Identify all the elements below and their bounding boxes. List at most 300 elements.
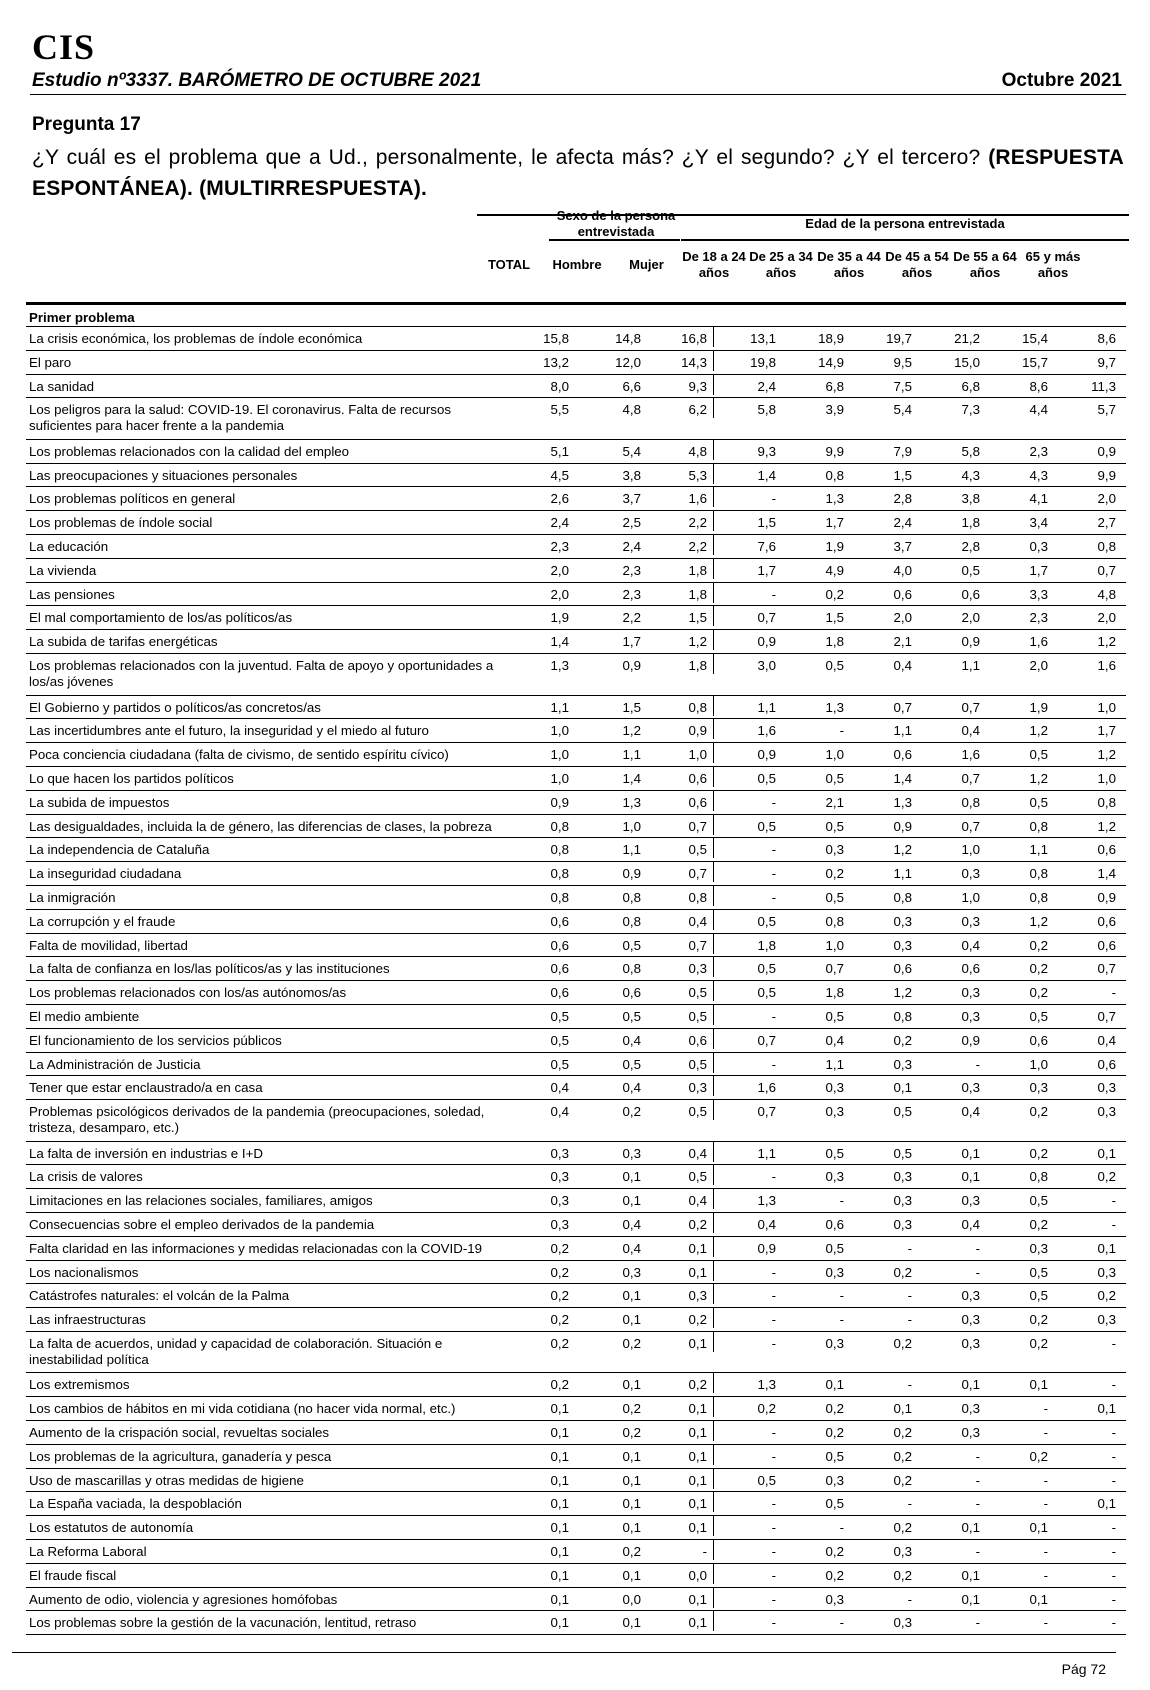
- row-value: 0,8: [550, 866, 569, 882]
- row-value: 0,3: [1097, 1264, 1116, 1280]
- row-value: 0,7: [757, 1104, 776, 1120]
- row-value: -: [1043, 1401, 1048, 1417]
- row-value: 2,0: [1097, 610, 1116, 626]
- row-value: -: [771, 1544, 776, 1560]
- row-value: 0,4: [550, 1104, 569, 1120]
- row-value: -: [771, 491, 776, 507]
- table-row: [26, 1308, 1126, 1332]
- row-label: El funcionamiento de los servicios públicos: [29, 1032, 282, 1048]
- row-value: 0,7: [961, 770, 980, 786]
- row-value: 0,8: [622, 961, 641, 977]
- row-value: 1,0: [1097, 699, 1116, 715]
- row-value: 1,1: [961, 658, 980, 674]
- row-value: 0,9: [961, 1032, 980, 1048]
- row-value: 9,9: [825, 443, 844, 459]
- row-value: 1,1: [757, 1145, 776, 1161]
- row-value: -: [839, 723, 844, 739]
- row-label: El medio ambiente: [29, 1008, 140, 1024]
- table-row: [26, 815, 1126, 839]
- row-value: 0,3: [550, 1193, 569, 1209]
- row-value: 1,2: [622, 723, 641, 739]
- row-value: 0,4: [961, 937, 980, 953]
- row-value: 0,1: [647, 1492, 714, 1512]
- row-value: 0,3: [1097, 1080, 1116, 1096]
- row-value: 1,6: [647, 487, 714, 507]
- row-value: 0,4: [961, 1217, 980, 1232]
- row-value: 0,2: [893, 1425, 912, 1441]
- row-value: 1,9: [825, 539, 844, 555]
- table-row: [26, 1076, 1126, 1100]
- row-value: 1,4: [893, 770, 912, 786]
- row-value: -: [839, 1520, 844, 1536]
- row-value: 0,4: [961, 1104, 980, 1120]
- row-value: 0,9: [622, 866, 641, 882]
- row-value: 6,2: [647, 398, 714, 418]
- row-value: 0,3: [961, 1288, 980, 1304]
- row-value: 0,6: [1097, 937, 1116, 953]
- row-value: 1,5: [622, 699, 641, 715]
- row-value: 0,4: [647, 910, 714, 930]
- row-value: 0,1: [961, 1520, 980, 1536]
- row-value: 0,9: [961, 634, 980, 650]
- row-value: 0,5: [757, 1472, 776, 1488]
- row-value: 0,5: [647, 1005, 714, 1025]
- row-value: 0,1: [1097, 1401, 1116, 1417]
- row-value: 0,1: [550, 1496, 569, 1512]
- row-value: 13,2: [543, 354, 569, 370]
- row-value: 0,1: [647, 1237, 714, 1257]
- row-value: 11,3: [1091, 378, 1116, 394]
- row-value: 1,5: [647, 606, 714, 626]
- row-value: 2,6: [550, 491, 569, 507]
- row-label: La España vaciada, la despoblación: [29, 1496, 242, 1512]
- row-value: 0,1: [893, 1401, 912, 1417]
- row-value: 0,2: [1029, 1312, 1048, 1328]
- row-label: Los problemas de índole social: [29, 515, 213, 531]
- row-value: 0,6: [1029, 1032, 1048, 1048]
- row-label: El paro: [29, 354, 72, 370]
- row-value: -: [1111, 1335, 1116, 1351]
- row-value: 1,4: [757, 467, 776, 483]
- row-value: -: [771, 1288, 776, 1304]
- row-value: 0,2: [622, 1335, 641, 1351]
- column-header: 65 y más años: [1025, 249, 1081, 280]
- row-value: 0,2: [893, 1264, 912, 1280]
- table-row: [26, 1053, 1126, 1077]
- row-value: -: [839, 1312, 844, 1328]
- row-value: 14,3: [647, 351, 714, 371]
- row-value: 5,8: [757, 402, 776, 418]
- row-value: 0,3: [961, 913, 980, 929]
- row-value: 0,2: [1029, 937, 1048, 953]
- row-value: 1,1: [622, 747, 641, 763]
- row-value: 0,3: [961, 1080, 980, 1096]
- row-value: 0,1: [893, 1080, 912, 1096]
- row-value: 0,2: [1029, 1335, 1048, 1351]
- row-value: -: [771, 1425, 776, 1441]
- table-row: [26, 1611, 1126, 1635]
- row-value: 0,3: [825, 1080, 844, 1096]
- row-label: Limitaciones en las relaciones sociales, familiares, amigos: [29, 1193, 373, 1209]
- row-label: Poca conciencia ciudadana (falta de civismo, de sentido espíritu cívico): [29, 747, 449, 763]
- row-value: -: [1111, 1520, 1116, 1536]
- row-value: 0,5: [622, 1056, 641, 1072]
- row-value: 5,4: [893, 402, 912, 418]
- row-value: -: [1043, 1544, 1048, 1560]
- row-value: 0,2: [893, 1448, 912, 1464]
- row-value: -: [839, 1615, 844, 1631]
- row-value: 1,0: [961, 889, 980, 905]
- table-row: [26, 1100, 1126, 1142]
- row-value: 0,2: [825, 1401, 844, 1417]
- row-value: 2,3: [622, 562, 641, 578]
- table-row: [26, 630, 1126, 654]
- row-value: 0,3: [961, 985, 980, 1001]
- row-value: 0,8: [961, 794, 980, 810]
- row-value: -: [1111, 1472, 1116, 1488]
- row-value: 0,0: [647, 1564, 714, 1584]
- row-value: 1,3: [825, 699, 844, 715]
- table-row: [26, 1564, 1126, 1588]
- table-row: [26, 327, 1126, 351]
- row-value: 1,3: [893, 794, 912, 810]
- row-label: Tener que estar enclaustrado/a en casa: [29, 1080, 263, 1096]
- row-value: 19,7: [886, 331, 912, 346]
- row-value: 1,7: [825, 515, 844, 531]
- row-value: 0,1: [961, 1377, 980, 1393]
- row-value: 0,9: [1097, 443, 1116, 459]
- row-value: 0,6: [961, 961, 980, 977]
- row-value: -: [975, 1472, 980, 1488]
- row-value: 0,2: [1029, 1104, 1048, 1120]
- row-value: 0,6: [550, 913, 569, 929]
- row-value: 0,1: [647, 1421, 714, 1441]
- row-value: 9,5: [893, 354, 912, 370]
- row-value: 0,3: [1097, 1312, 1116, 1328]
- row-value: 0,5: [550, 1056, 569, 1072]
- row-value: -: [975, 1615, 980, 1631]
- row-value: -: [1043, 1425, 1048, 1441]
- row-value: 0,3: [961, 1193, 980, 1209]
- row-label: La inmigración: [29, 889, 116, 905]
- row-value: 0,3: [893, 1193, 912, 1209]
- row-value: 0,8: [647, 696, 714, 716]
- row-value: 0,3: [961, 1425, 980, 1441]
- table-header: [26, 208, 1126, 302]
- row-value: 3,8: [961, 491, 980, 507]
- row-value: 4,8: [647, 440, 714, 460]
- row-value: 1,8: [757, 937, 776, 953]
- row-value: 1,0: [550, 723, 569, 739]
- row-value: 1,1: [622, 842, 641, 858]
- row-value: 1,6: [757, 1080, 776, 1096]
- row-value: 1,0: [622, 818, 641, 834]
- table-body: [26, 327, 1126, 1635]
- row-value: 15,8: [543, 331, 569, 346]
- row-label: Consecuencias sobre el empleo derivados de la pandemia: [29, 1217, 375, 1232]
- row-value: 14,9: [818, 354, 844, 370]
- row-value: 1,1: [550, 699, 569, 715]
- row-value: 0,1: [647, 1516, 714, 1536]
- row-value: 0,1: [550, 1425, 569, 1441]
- row-label: Los problemas sobre la gestión de la vacunación, lentitud, retraso: [29, 1615, 417, 1631]
- table-row: [26, 606, 1126, 630]
- row-label: La Administración de Justicia: [29, 1056, 201, 1072]
- row-label: Aumento de la crispación social, revueltas sociales: [29, 1425, 330, 1441]
- row-value: 0,5: [825, 1008, 844, 1024]
- table-row: [26, 654, 1126, 696]
- row-value: 0,3: [825, 1104, 844, 1120]
- table-row: [26, 1373, 1126, 1397]
- column-header: De 55 a 64 años: [953, 249, 1017, 280]
- row-label: Los problemas relacionados con la juventud. Falta de apoyo y oportunidades a los/as jóvenes: [29, 658, 494, 690]
- page-number: Pág 72: [1061, 1661, 1106, 1677]
- row-value: 4,8: [622, 402, 641, 418]
- row-label: La falta de confianza en los/las políticos/as y las instituciones: [29, 961, 390, 977]
- row-value: 1,3: [550, 658, 569, 674]
- table-row: [26, 1421, 1126, 1445]
- row-value: 0,6: [647, 791, 714, 811]
- row-value: 4,0: [893, 562, 912, 578]
- row-value: 0,2: [622, 1401, 641, 1417]
- row-label: La crisis económica, los problemas de índole económica: [29, 331, 363, 346]
- row-value: 0,2: [1029, 1448, 1048, 1464]
- row-value: 0,5: [1029, 794, 1048, 810]
- row-value: 1,5: [757, 515, 776, 531]
- row-value: -: [771, 842, 776, 858]
- row-value: 0,2: [647, 1213, 714, 1233]
- age-group-rule: [681, 239, 1129, 241]
- question-number: Pregunta 17: [32, 114, 141, 135]
- row-value: 0,7: [1097, 562, 1116, 578]
- row-value: 0,2: [622, 1104, 641, 1120]
- row-value: 0,2: [1029, 1217, 1048, 1232]
- row-value: 0,6: [550, 985, 569, 1001]
- row-value: 3,9: [825, 402, 844, 418]
- row-label: La educación: [29, 539, 109, 555]
- row-value: -: [771, 1056, 776, 1072]
- row-value: 0,8: [825, 913, 844, 929]
- row-value: 0,3: [893, 1615, 912, 1631]
- row-value: 1,2: [893, 842, 912, 858]
- row-value: 1,2: [1029, 913, 1048, 929]
- table-row: [26, 511, 1126, 535]
- row-value: -: [1111, 1193, 1116, 1209]
- row-value: 0,2: [1029, 961, 1048, 977]
- row-value: -: [771, 1264, 776, 1280]
- row-value: 7,6: [757, 539, 776, 555]
- row-value: 1,5: [893, 467, 912, 483]
- row-value: 0,3: [622, 1145, 641, 1161]
- row-value: 0,6: [1097, 842, 1116, 858]
- row-value: -: [1111, 1615, 1116, 1631]
- row-value: 0,5: [961, 562, 980, 578]
- row-value: 5,8: [961, 443, 980, 459]
- row-label: Las pensiones: [29, 586, 115, 602]
- column-header: De 45 a 54 años: [885, 249, 949, 280]
- row-label: La inseguridad ciudadana: [29, 866, 182, 882]
- row-value: 0,5: [893, 1145, 912, 1161]
- question-text: [32, 142, 1124, 204]
- row-value: 0,3: [825, 1472, 844, 1488]
- row-value: 0,3: [961, 1312, 980, 1328]
- row-value: 3,8: [622, 467, 641, 483]
- row-value: 0,2: [893, 1567, 912, 1583]
- row-value: 0,8: [550, 889, 569, 905]
- row-value: 16,8: [647, 327, 714, 347]
- row-value: 0,3: [893, 1544, 912, 1560]
- row-value: 0,6: [622, 985, 641, 1001]
- row-value: 0,2: [550, 1288, 569, 1304]
- row-value: -: [1111, 1217, 1116, 1232]
- row-label: La falta de acuerdos, unidad y capacidad de colaboración. Situación e inestabilidad política: [29, 1335, 443, 1367]
- row-value: 0,1: [1029, 1520, 1048, 1536]
- row-value: 2,3: [1029, 443, 1048, 459]
- column-header: TOTAL: [487, 257, 531, 272]
- row-value: 2,0: [550, 586, 569, 602]
- row-value: -: [771, 1335, 776, 1351]
- row-value: 0,7: [757, 1032, 776, 1048]
- row-value: -: [907, 1288, 912, 1304]
- row-value: 0,3: [825, 1335, 844, 1351]
- row-value: 0,2: [550, 1264, 569, 1280]
- row-value: 0,1: [622, 1615, 641, 1631]
- row-value: 0,1: [647, 1261, 714, 1281]
- row-value: 0,2: [550, 1335, 569, 1351]
- row-value: 0,1: [825, 1377, 844, 1393]
- row-value: 0,7: [757, 610, 776, 626]
- row-value: 1,4: [622, 770, 641, 786]
- row-value: 0,3: [1029, 1080, 1048, 1096]
- row-value: 18,9: [818, 331, 844, 346]
- table-row: [26, 535, 1126, 559]
- row-value: 0,1: [550, 1472, 569, 1488]
- row-value: 2,1: [893, 634, 912, 650]
- row-value: 3,7: [893, 539, 912, 555]
- row-value: -: [975, 1056, 980, 1072]
- row-value: 0,3: [825, 1169, 844, 1185]
- row-value: 0,1: [622, 1472, 641, 1488]
- row-value: 4,3: [1029, 467, 1048, 483]
- study-date: Octubre 2021: [1001, 70, 1122, 91]
- row-value: 0,6: [825, 1217, 844, 1232]
- row-label: La independencia de Cataluña: [29, 842, 210, 858]
- row-value: 1,3: [757, 1193, 776, 1209]
- row-value: 0,5: [622, 1008, 641, 1024]
- row-value: 0,8: [825, 467, 844, 483]
- row-value: 0,5: [825, 818, 844, 834]
- row-value: 0,2: [825, 1544, 844, 1560]
- table-row: [26, 440, 1126, 464]
- column-header: Hombre: [552, 257, 602, 272]
- row-value: 0,2: [647, 1308, 714, 1328]
- row-value: 0,9: [622, 658, 641, 674]
- row-value: 6,6: [622, 378, 641, 394]
- table-row: [26, 1005, 1126, 1029]
- row-value: 1,0: [550, 747, 569, 763]
- row-value: 1,1: [1029, 842, 1048, 858]
- row-value: 0,4: [893, 658, 912, 674]
- row-value: 0,7: [893, 699, 912, 715]
- row-value: 1,6: [757, 723, 776, 739]
- row-value: 0,2: [1097, 1288, 1116, 1304]
- row-value: 0,3: [893, 1169, 912, 1185]
- row-value: 0,8: [550, 818, 569, 834]
- row-value: 3,3: [1029, 586, 1048, 602]
- row-value: 0,1: [622, 1169, 641, 1185]
- row-value: 0,6: [550, 961, 569, 977]
- row-value: 1,2: [1097, 818, 1116, 834]
- row-value: 0,5: [757, 985, 776, 1001]
- section-title: Primer problema: [26, 302, 1126, 327]
- table-row: [26, 1165, 1126, 1189]
- row-value: 5,5: [550, 402, 569, 418]
- row-value: 0,2: [825, 1425, 844, 1441]
- row-value: 1,6: [961, 747, 980, 763]
- row-value: 1,2: [1097, 634, 1116, 650]
- row-value: 2,0: [961, 610, 980, 626]
- table-row: [26, 696, 1126, 720]
- row-value: 0,1: [550, 1401, 569, 1417]
- row-value: 0,3: [893, 1217, 912, 1232]
- row-value: -: [1111, 1544, 1116, 1560]
- row-value: -: [975, 1448, 980, 1464]
- row-value: 9,9: [1097, 467, 1116, 483]
- row-value: 0,3: [893, 1056, 912, 1072]
- row-label: El Gobierno y partidos o políticos/as concretos/as: [29, 699, 321, 715]
- row-value: -: [975, 1544, 980, 1560]
- row-value: 0,2: [550, 1240, 569, 1256]
- row-value: 0,2: [647, 1373, 714, 1393]
- row-value: 1,8: [647, 559, 714, 579]
- row-value: 0,5: [647, 838, 714, 858]
- table-row: [26, 1029, 1126, 1053]
- row-value: 0,1: [647, 1588, 714, 1608]
- row-value: 0,5: [825, 1448, 844, 1464]
- row-value: 2,8: [961, 539, 980, 555]
- row-value: 0,1: [647, 1611, 714, 1631]
- row-value: -: [1043, 1472, 1048, 1488]
- row-value: 0,3: [825, 1591, 844, 1607]
- row-value: 1,1: [893, 723, 912, 739]
- row-value: 0,6: [647, 1029, 714, 1049]
- row-value: 0,8: [1029, 889, 1048, 905]
- row-value: 0,1: [647, 1397, 714, 1417]
- row-value: 0,4: [647, 1142, 714, 1162]
- row-label: Las infraestructuras: [29, 1312, 146, 1328]
- table-row: [26, 375, 1126, 399]
- table-row: [26, 1445, 1126, 1469]
- row-value: 0,2: [622, 1425, 641, 1441]
- row-value: 0,5: [893, 1104, 912, 1120]
- table-row: [26, 398, 1126, 440]
- header-rule: [30, 94, 1126, 95]
- row-value: 1,2: [1029, 723, 1048, 739]
- row-value: 1,8: [961, 515, 980, 531]
- row-value: -: [975, 1240, 980, 1256]
- row-label: La crisis de valores: [29, 1169, 143, 1185]
- row-value: 1,0: [961, 842, 980, 858]
- table-row: [26, 981, 1126, 1005]
- row-label: La Reforma Laboral: [29, 1544, 147, 1560]
- row-value: 1,1: [757, 699, 776, 715]
- row-value: 0,1: [1097, 1145, 1116, 1161]
- row-value: 0,2: [825, 586, 844, 602]
- table-row: [26, 862, 1126, 886]
- row-value: 0,8: [550, 842, 569, 858]
- row-value: 0,4: [622, 1240, 641, 1256]
- row-value: 0,4: [622, 1080, 641, 1096]
